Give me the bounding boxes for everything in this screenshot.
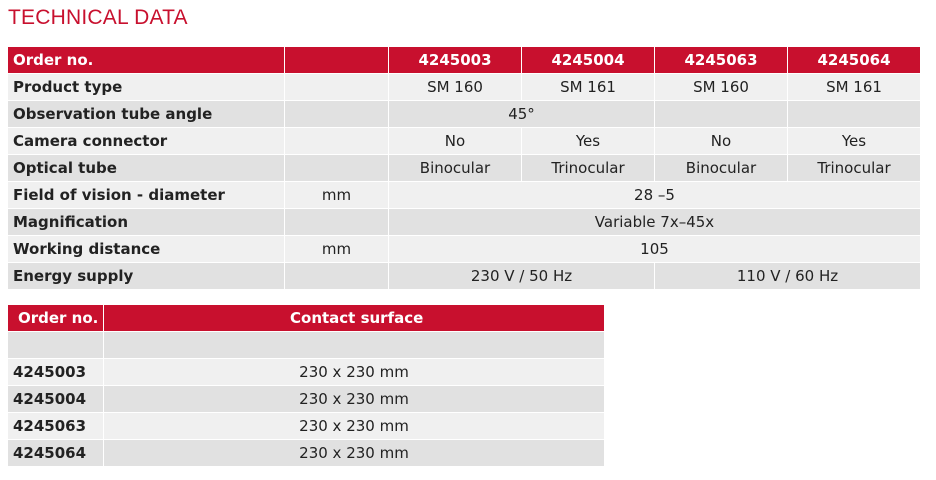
row-camera-connector	[8, 128, 921, 155]
row-unit	[285, 263, 389, 290]
table-row	[8, 386, 605, 413]
contact-surface-value: 230 x 230 mm	[104, 413, 605, 440]
contact-surface-value: 230 x 230 mm	[104, 359, 605, 386]
cell: SM 160	[655, 74, 788, 101]
row-label: Camera connector	[8, 128, 285, 155]
row-unit	[285, 209, 389, 236]
row-label: Energy supply	[8, 263, 285, 290]
order-number: 4245003	[8, 359, 104, 386]
cell: Trinocular	[522, 155, 655, 182]
cell-span: 230 V / 50 Hz	[389, 263, 655, 290]
table-row-empty	[8, 332, 605, 359]
row-working-distance	[8, 236, 921, 263]
cell	[655, 101, 788, 128]
row-unit: mm	[285, 182, 389, 209]
header-col-4245003: 4245003	[389, 47, 522, 74]
header-order-no: Order no.	[8, 305, 104, 332]
contact-surface-value: 230 x 230 mm	[104, 440, 605, 467]
table-row	[8, 413, 605, 440]
row-product-type	[8, 74, 921, 101]
order-number: 4245004	[8, 386, 104, 413]
cell: No	[389, 128, 522, 155]
cell: SM 161	[522, 74, 655, 101]
cell	[8, 332, 104, 359]
order-number: 4245063	[8, 413, 104, 440]
row-unit	[285, 128, 389, 155]
header-col-4245064: 4245064	[788, 47, 921, 74]
page-title: TECHNICAL DATA	[8, 6, 188, 29]
technical-data-table	[8, 47, 921, 290]
header-order-no: Order no.	[8, 47, 285, 74]
cell: Trinocular	[788, 155, 921, 182]
contact-surface-value: 230 x 230 mm	[104, 386, 605, 413]
header-unit	[285, 47, 389, 74]
cell: SM 161	[788, 74, 921, 101]
cell-span: 45°	[389, 101, 655, 128]
table-header-row	[8, 47, 921, 74]
cell: Yes	[522, 128, 655, 155]
row-label: Magnification	[8, 209, 285, 236]
table-header-row	[8, 305, 605, 332]
cell	[104, 332, 605, 359]
cell: Binocular	[655, 155, 788, 182]
cell-span: 105	[389, 236, 921, 263]
cell: SM 160	[389, 74, 522, 101]
table-row	[8, 440, 605, 467]
row-label: Product type	[8, 74, 285, 101]
table-row	[8, 359, 605, 386]
header-col-4245004: 4245004	[522, 47, 655, 74]
row-unit	[285, 155, 389, 182]
cell: Binocular	[389, 155, 522, 182]
cell-span: 28 –5	[389, 182, 921, 209]
row-unit	[285, 101, 389, 128]
row-label: Field of vision - diameter	[8, 182, 285, 209]
cell-span: 110 V / 60 Hz	[655, 263, 921, 290]
contact-surface-table	[8, 305, 605, 467]
header-col-4245063: 4245063	[655, 47, 788, 74]
row-label: Working distance	[8, 236, 285, 263]
row-unit: mm	[285, 236, 389, 263]
cell	[788, 101, 921, 128]
row-unit	[285, 74, 389, 101]
row-label: Optical tube	[8, 155, 285, 182]
row-field-of-vision	[8, 182, 921, 209]
row-label: Observation tube angle	[8, 101, 285, 128]
cell: No	[655, 128, 788, 155]
row-magnification	[8, 209, 921, 236]
header-contact-surface: Contact surface	[104, 305, 605, 332]
cell-span: Variable 7x–45x	[389, 209, 921, 236]
row-energy-supply	[8, 263, 921, 290]
row-tube-angle	[8, 101, 921, 128]
order-number: 4245064	[8, 440, 104, 467]
cell: Yes	[788, 128, 921, 155]
row-optical-tube	[8, 155, 921, 182]
